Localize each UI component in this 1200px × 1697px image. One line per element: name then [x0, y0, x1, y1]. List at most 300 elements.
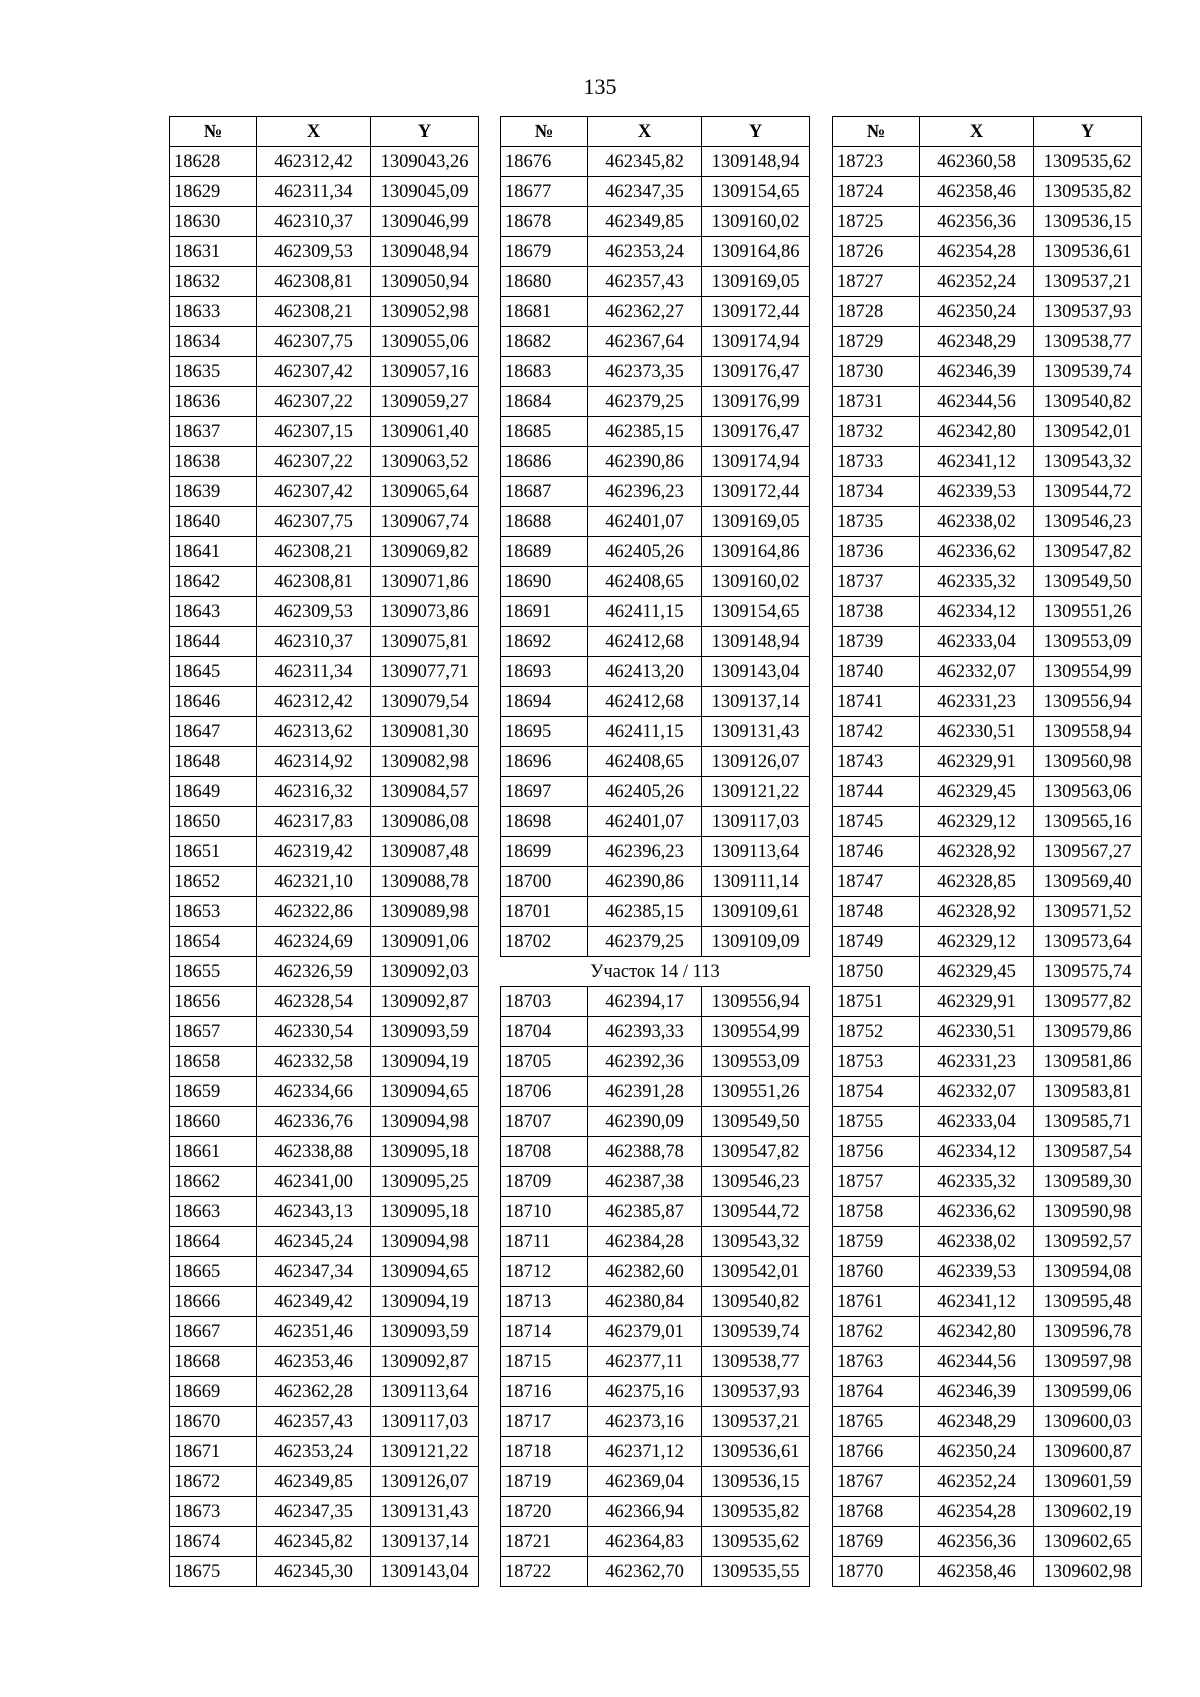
table-row	[833, 447, 1142, 477]
table-row	[833, 867, 1142, 897]
table-row	[501, 717, 810, 747]
point-number-cell: 18671	[170, 1437, 257, 1467]
y-coordinate-cell: 1309088,78	[371, 867, 479, 897]
point-number-cell: 18732	[833, 417, 920, 447]
point-number-cell: 18699	[501, 837, 588, 867]
y-coordinate-cell: 1309602,65	[1034, 1527, 1142, 1557]
y-coordinate-cell: 1309057,16	[371, 357, 479, 387]
x-coordinate-cell: 462336,76	[257, 1107, 371, 1137]
x-coordinate-cell: 462405,26	[588, 777, 702, 807]
y-coordinate-cell: 1309055,06	[371, 327, 479, 357]
x-coordinate-cell: 462405,26	[588, 537, 702, 567]
point-number-cell: 18646	[170, 687, 257, 717]
point-number-cell: 18668	[170, 1347, 257, 1377]
table-row	[170, 1287, 479, 1317]
x-coordinate-cell: 462331,23	[920, 1047, 1034, 1077]
table-row	[170, 567, 479, 597]
y-coordinate-cell: 1309535,62	[702, 1527, 810, 1557]
y-coordinate-cell: 1309137,14	[702, 687, 810, 717]
table-row	[833, 147, 1142, 177]
point-number-cell: 18727	[833, 267, 920, 297]
table-row	[501, 927, 810, 957]
point-number-cell: 18691	[501, 597, 588, 627]
table-row	[833, 1407, 1142, 1437]
x-coordinate-cell: 462309,53	[257, 597, 371, 627]
y-coordinate-cell: 1309577,82	[1034, 987, 1142, 1017]
point-number-cell: 18744	[833, 777, 920, 807]
point-number-cell: 18664	[170, 1227, 257, 1257]
point-number-cell: 18660	[170, 1107, 257, 1137]
y-coordinate-cell: 1309046,99	[371, 207, 479, 237]
table-row	[501, 147, 810, 177]
table-row	[501, 1557, 810, 1587]
x-coordinate-cell: 462350,24	[920, 297, 1034, 327]
point-number-cell: 18701	[501, 897, 588, 927]
table-row	[170, 747, 479, 777]
x-coordinate-cell: 462329,45	[920, 777, 1034, 807]
point-number-cell: 18756	[833, 1137, 920, 1167]
point-number-cell: 18722	[501, 1557, 588, 1587]
x-coordinate-cell: 462316,32	[257, 777, 371, 807]
table-row	[501, 987, 810, 1017]
x-coordinate-cell: 462344,56	[920, 1347, 1034, 1377]
table-row	[170, 327, 479, 357]
x-coordinate-cell: 462307,75	[257, 507, 371, 537]
y-coordinate-cell: 1309581,86	[1034, 1047, 1142, 1077]
table-row	[833, 417, 1142, 447]
point-number-cell: 18737	[833, 567, 920, 597]
x-coordinate-cell: 462385,15	[588, 417, 702, 447]
table-row	[833, 957, 1142, 987]
y-coordinate-cell: 1309602,98	[1034, 1557, 1142, 1587]
x-coordinate-cell: 462341,00	[257, 1167, 371, 1197]
y-coordinate-cell: 1309059,27	[371, 387, 479, 417]
x-coordinate-cell: 462353,24	[588, 237, 702, 267]
x-coordinate-cell: 462360,58	[920, 147, 1034, 177]
point-number-cell: 18758	[833, 1197, 920, 1227]
y-coordinate-cell: 1309554,99	[702, 1017, 810, 1047]
point-number-cell: 18651	[170, 837, 257, 867]
table-row	[170, 1077, 479, 1107]
y-coordinate-cell: 1309092,87	[371, 987, 479, 1017]
table-row	[170, 1227, 479, 1257]
x-coordinate-cell: 462329,91	[920, 987, 1034, 1017]
y-coordinate-cell: 1309093,59	[371, 1317, 479, 1347]
table-row	[833, 267, 1142, 297]
x-coordinate-cell: 462366,94	[588, 1497, 702, 1527]
point-number-cell: 18730	[833, 357, 920, 387]
y-coordinate-cell: 1309543,32	[702, 1227, 810, 1257]
point-number-cell: 18639	[170, 477, 257, 507]
y-coordinate-cell: 1309553,09	[1034, 627, 1142, 657]
y-coordinate-cell: 1309589,30	[1034, 1167, 1142, 1197]
point-number-cell: 18643	[170, 597, 257, 627]
point-number-cell: 18753	[833, 1047, 920, 1077]
x-coordinate-cell: 462328,92	[920, 897, 1034, 927]
y-coordinate-cell: 1309537,93	[702, 1377, 810, 1407]
table-row	[501, 177, 810, 207]
y-coordinate-cell: 1309558,94	[1034, 717, 1142, 747]
y-coordinate-cell: 1309148,94	[702, 147, 810, 177]
y-coordinate-cell: 1309538,77	[1034, 327, 1142, 357]
y-coordinate-cell: 1309542,01	[1034, 417, 1142, 447]
point-number-cell: 18644	[170, 627, 257, 657]
point-number-cell: 18628	[170, 147, 257, 177]
y-coordinate-cell: 1309094,98	[371, 1227, 479, 1257]
y-coordinate-cell: 1309583,81	[1034, 1077, 1142, 1107]
x-coordinate-cell: 462412,68	[588, 687, 702, 717]
y-coordinate-cell: 1309148,94	[702, 627, 810, 657]
y-coordinate-cell: 1309093,59	[371, 1017, 479, 1047]
table-row	[501, 1437, 810, 1467]
x-coordinate-cell: 462348,29	[920, 327, 1034, 357]
table-row	[501, 1047, 810, 1077]
x-coordinate-cell: 462411,15	[588, 597, 702, 627]
table-row	[501, 1197, 810, 1227]
x-coordinate-cell: 462390,86	[588, 867, 702, 897]
table-row	[501, 1137, 810, 1167]
table-row	[501, 1257, 810, 1287]
coordinates-table-1	[169, 116, 479, 1587]
y-coordinate-cell: 1309077,71	[371, 657, 479, 687]
y-coordinate-cell: 1309573,64	[1034, 927, 1142, 957]
x-coordinate-cell: 462347,35	[588, 177, 702, 207]
table-row	[501, 357, 810, 387]
y-coordinate-cell: 1309082,98	[371, 747, 479, 777]
point-number-cell: 18712	[501, 1257, 588, 1287]
point-number-cell: 18673	[170, 1497, 257, 1527]
y-coordinate-cell: 1309536,15	[702, 1467, 810, 1497]
header-y: Y	[371, 117, 479, 147]
y-coordinate-cell: 1309587,54	[1034, 1137, 1142, 1167]
point-number-cell: 18693	[501, 657, 588, 687]
point-number-cell: 18684	[501, 387, 588, 417]
x-coordinate-cell: 462377,11	[588, 1347, 702, 1377]
table-row	[501, 1227, 810, 1257]
point-number-cell: 18710	[501, 1197, 588, 1227]
y-coordinate-cell: 1309537,93	[1034, 297, 1142, 327]
y-coordinate-cell: 1309556,94	[702, 987, 810, 1017]
table-row	[833, 1017, 1142, 1047]
table-row	[170, 1017, 479, 1047]
x-coordinate-cell: 462329,91	[920, 747, 1034, 777]
x-coordinate-cell: 462348,29	[920, 1407, 1034, 1437]
table-row	[501, 207, 810, 237]
point-number-cell: 18714	[501, 1317, 588, 1347]
y-coordinate-cell: 1309113,64	[371, 1377, 479, 1407]
x-coordinate-cell: 462362,28	[257, 1377, 371, 1407]
y-coordinate-cell: 1309172,44	[702, 477, 810, 507]
y-coordinate-cell: 1309075,81	[371, 627, 479, 657]
x-coordinate-cell: 462373,35	[588, 357, 702, 387]
y-coordinate-cell: 1309086,08	[371, 807, 479, 837]
x-coordinate-cell: 462336,62	[920, 1197, 1034, 1227]
table-row	[170, 837, 479, 867]
point-number-cell: 18723	[833, 147, 920, 177]
table-row	[170, 147, 479, 177]
y-coordinate-cell: 1309084,57	[371, 777, 479, 807]
y-coordinate-cell: 1309563,06	[1034, 777, 1142, 807]
point-number-cell: 18749	[833, 927, 920, 957]
point-number-cell: 18670	[170, 1407, 257, 1437]
point-number-cell: 18717	[501, 1407, 588, 1437]
y-coordinate-cell: 1309543,32	[1034, 447, 1142, 477]
table-row	[170, 1497, 479, 1527]
x-coordinate-cell: 462385,87	[588, 1197, 702, 1227]
y-coordinate-cell: 1309045,09	[371, 177, 479, 207]
table-row	[833, 1287, 1142, 1317]
point-number-cell: 18681	[501, 297, 588, 327]
y-coordinate-cell: 1309536,61	[1034, 237, 1142, 267]
table-row	[170, 867, 479, 897]
point-number-cell: 18715	[501, 1347, 588, 1377]
x-coordinate-cell: 462356,36	[920, 207, 1034, 237]
point-number-cell: 18725	[833, 207, 920, 237]
point-number-cell: 18718	[501, 1437, 588, 1467]
y-coordinate-cell: 1309079,54	[371, 687, 479, 717]
table-row	[833, 987, 1142, 1017]
table-row	[833, 1527, 1142, 1557]
x-coordinate-cell: 462352,24	[920, 1467, 1034, 1497]
point-number-cell: 18763	[833, 1347, 920, 1377]
point-number-cell: 18682	[501, 327, 588, 357]
x-coordinate-cell: 462307,42	[257, 357, 371, 387]
point-number-cell: 18705	[501, 1047, 588, 1077]
x-coordinate-cell: 462353,46	[257, 1347, 371, 1377]
point-number-cell: 18769	[833, 1527, 920, 1557]
x-coordinate-cell: 462307,42	[257, 477, 371, 507]
y-coordinate-cell: 1309126,07	[702, 747, 810, 777]
point-number-cell: 18759	[833, 1227, 920, 1257]
point-number-cell: 18672	[170, 1467, 257, 1497]
point-number-cell: 18667	[170, 1317, 257, 1347]
table-row	[501, 537, 810, 567]
point-number-cell: 18635	[170, 357, 257, 387]
y-coordinate-cell: 1309567,27	[1034, 837, 1142, 867]
table-row	[833, 1347, 1142, 1377]
table-row	[833, 1467, 1142, 1497]
x-coordinate-cell: 462309,53	[257, 237, 371, 267]
point-number-cell: 18746	[833, 837, 920, 867]
y-coordinate-cell: 1309551,26	[1034, 597, 1142, 627]
point-number-cell: 18762	[833, 1317, 920, 1347]
header-number: №	[833, 117, 920, 147]
table-header-row	[170, 117, 479, 147]
y-coordinate-cell: 1309091,06	[371, 927, 479, 957]
table-row	[170, 777, 479, 807]
x-coordinate-cell: 462332,07	[920, 1077, 1034, 1107]
x-coordinate-cell: 462329,12	[920, 927, 1034, 957]
y-coordinate-cell: 1309050,94	[371, 267, 479, 297]
point-number-cell: 18711	[501, 1227, 588, 1257]
header-x: X	[920, 117, 1034, 147]
x-coordinate-cell: 462393,33	[588, 1017, 702, 1047]
y-coordinate-cell: 1309164,86	[702, 237, 810, 267]
table-row	[833, 717, 1142, 747]
x-coordinate-cell: 462396,23	[588, 837, 702, 867]
table-row	[170, 477, 479, 507]
y-coordinate-cell: 1309164,86	[702, 537, 810, 567]
table-row	[170, 387, 479, 417]
table-row	[833, 297, 1142, 327]
point-number-cell: 18760	[833, 1257, 920, 1287]
point-number-cell: 18728	[833, 297, 920, 327]
x-coordinate-cell: 462364,83	[588, 1527, 702, 1557]
table-row	[501, 1497, 810, 1527]
x-coordinate-cell: 462339,53	[920, 477, 1034, 507]
y-coordinate-cell: 1309117,03	[371, 1407, 479, 1437]
point-number-cell: 18721	[501, 1527, 588, 1557]
point-number-cell: 18663	[170, 1197, 257, 1227]
x-coordinate-cell: 462346,39	[920, 1377, 1034, 1407]
x-coordinate-cell: 462345,82	[257, 1527, 371, 1557]
y-coordinate-cell: 1309160,02	[702, 567, 810, 597]
table-row	[501, 1527, 810, 1557]
x-coordinate-cell: 462338,88	[257, 1137, 371, 1167]
x-coordinate-cell: 462336,62	[920, 537, 1034, 567]
y-coordinate-cell: 1309143,04	[371, 1557, 479, 1587]
table-row	[833, 1557, 1142, 1587]
y-coordinate-cell: 1309065,64	[371, 477, 479, 507]
y-coordinate-cell: 1309174,94	[702, 327, 810, 357]
y-coordinate-cell: 1309539,74	[1034, 357, 1142, 387]
x-coordinate-cell: 462335,32	[920, 567, 1034, 597]
table-row	[833, 627, 1142, 657]
point-number-cell: 18695	[501, 717, 588, 747]
x-coordinate-cell: 462338,02	[920, 1227, 1034, 1257]
y-coordinate-cell: 1309597,98	[1034, 1347, 1142, 1377]
y-coordinate-cell: 1309131,43	[371, 1497, 479, 1527]
table-row	[170, 1527, 479, 1557]
y-coordinate-cell: 1309571,52	[1034, 897, 1142, 927]
x-coordinate-cell: 462330,51	[920, 717, 1034, 747]
x-coordinate-cell: 462353,24	[257, 1437, 371, 1467]
x-coordinate-cell: 462329,12	[920, 807, 1034, 837]
y-coordinate-cell: 1309169,05	[702, 507, 810, 537]
x-coordinate-cell: 462347,34	[257, 1257, 371, 1287]
page-number: 135	[583, 74, 617, 99]
table-row	[501, 1077, 810, 1107]
y-coordinate-cell: 1309154,65	[702, 177, 810, 207]
table-row	[170, 537, 479, 567]
x-coordinate-cell: 462351,46	[257, 1317, 371, 1347]
point-number-cell: 18741	[833, 687, 920, 717]
point-number-cell: 18745	[833, 807, 920, 837]
table-row	[833, 177, 1142, 207]
y-coordinate-cell: 1309143,04	[702, 657, 810, 687]
y-coordinate-cell: 1309109,09	[702, 927, 810, 957]
table-row	[170, 417, 479, 447]
x-coordinate-cell: 462346,39	[920, 357, 1034, 387]
table-row	[501, 567, 810, 597]
y-coordinate-cell: 1309542,01	[702, 1257, 810, 1287]
x-coordinate-cell: 462392,36	[588, 1047, 702, 1077]
y-coordinate-cell: 1309169,05	[702, 267, 810, 297]
x-coordinate-cell: 462362,27	[588, 297, 702, 327]
table-row	[501, 1017, 810, 1047]
table-row	[170, 1377, 479, 1407]
table-row	[170, 1437, 479, 1467]
point-number-cell: 18700	[501, 867, 588, 897]
point-number-cell: 18630	[170, 207, 257, 237]
y-coordinate-cell: 1309154,65	[702, 597, 810, 627]
point-number-cell: 18675	[170, 1557, 257, 1587]
table-row	[833, 747, 1142, 777]
y-coordinate-cell: 1309535,55	[702, 1557, 810, 1587]
y-coordinate-cell: 1309109,61	[702, 897, 810, 927]
header-number: №	[170, 117, 257, 147]
point-number-cell: 18720	[501, 1497, 588, 1527]
y-coordinate-cell: 1309052,98	[371, 297, 479, 327]
point-number-cell: 18642	[170, 567, 257, 597]
x-coordinate-cell: 462333,04	[920, 627, 1034, 657]
point-number-cell: 18686	[501, 447, 588, 477]
point-number-cell: 18766	[833, 1437, 920, 1467]
point-number-cell: 18633	[170, 297, 257, 327]
table-row	[170, 1317, 479, 1347]
table-row	[501, 627, 810, 657]
y-coordinate-cell: 1309121,22	[371, 1437, 479, 1467]
point-number-cell: 18765	[833, 1407, 920, 1437]
section-title: Участок 14 / 113	[501, 957, 810, 987]
table-row	[501, 1347, 810, 1377]
x-coordinate-cell: 462312,42	[257, 687, 371, 717]
y-coordinate-cell: 1309551,26	[702, 1077, 810, 1107]
y-coordinate-cell: 1309069,82	[371, 537, 479, 567]
x-coordinate-cell: 462375,16	[588, 1377, 702, 1407]
table-row	[501, 1107, 810, 1137]
point-number-cell: 18734	[833, 477, 920, 507]
x-coordinate-cell: 462345,82	[588, 147, 702, 177]
x-coordinate-cell: 462341,12	[920, 447, 1034, 477]
y-coordinate-cell: 1309176,47	[702, 417, 810, 447]
point-number-cell: 18690	[501, 567, 588, 597]
table-row	[170, 267, 479, 297]
coordinates-table-3	[832, 116, 1142, 1587]
table-row	[833, 477, 1142, 507]
table-row	[833, 1167, 1142, 1197]
table-row	[833, 837, 1142, 867]
x-coordinate-cell: 462328,92	[920, 837, 1034, 867]
y-coordinate-cell: 1309094,65	[371, 1077, 479, 1107]
point-number-cell: 18748	[833, 897, 920, 927]
point-number-cell: 18640	[170, 507, 257, 537]
y-coordinate-cell: 1309092,03	[371, 957, 479, 987]
point-number-cell: 18654	[170, 927, 257, 957]
table-row	[501, 777, 810, 807]
x-coordinate-cell: 462314,92	[257, 747, 371, 777]
table-row	[170, 927, 479, 957]
point-number-cell: 18742	[833, 717, 920, 747]
x-coordinate-cell: 462330,51	[920, 1017, 1034, 1047]
x-coordinate-cell: 462312,42	[257, 147, 371, 177]
x-coordinate-cell: 462396,23	[588, 477, 702, 507]
x-coordinate-cell: 462334,12	[920, 1137, 1034, 1167]
y-coordinate-cell: 1309544,72	[1034, 477, 1142, 507]
x-coordinate-cell: 462390,86	[588, 447, 702, 477]
y-coordinate-cell: 1309560,98	[1034, 747, 1142, 777]
y-coordinate-cell: 1309539,74	[702, 1317, 810, 1347]
table-row	[501, 297, 810, 327]
x-coordinate-cell: 462354,28	[920, 237, 1034, 267]
point-number-cell: 18647	[170, 717, 257, 747]
point-number-cell: 18674	[170, 1527, 257, 1557]
table-row	[501, 1467, 810, 1497]
y-coordinate-cell: 1309602,19	[1034, 1497, 1142, 1527]
table-row	[833, 567, 1142, 597]
point-number-cell: 18641	[170, 537, 257, 567]
table-row	[833, 657, 1142, 687]
